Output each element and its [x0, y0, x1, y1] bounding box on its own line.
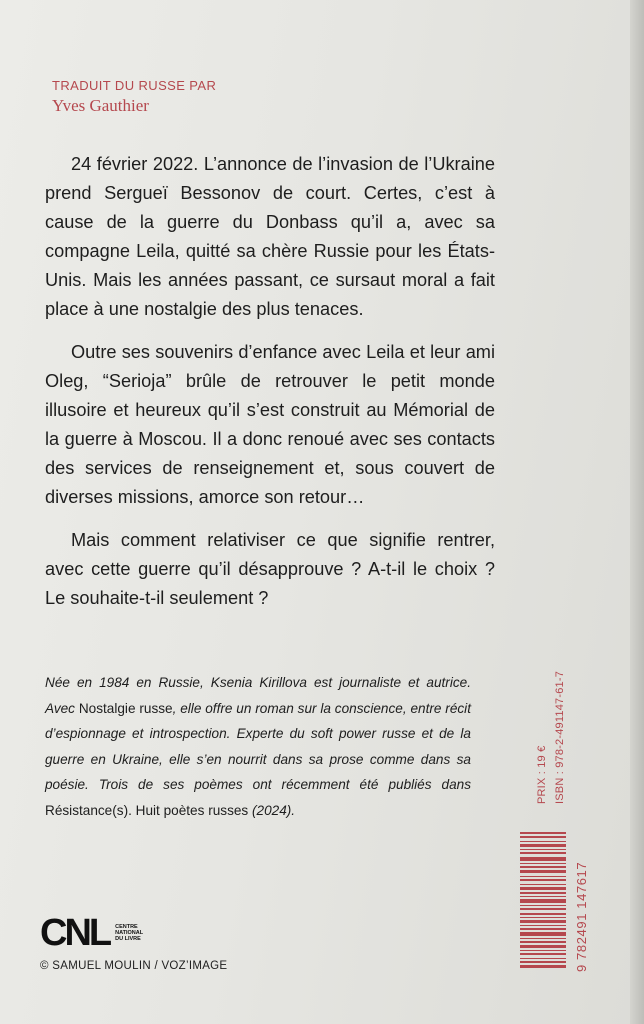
isbn-label: ISBN : 978-2-491147-61-7	[554, 670, 566, 804]
bio-text: (2024).	[248, 802, 296, 818]
summary-paragraph: Outre ses souvenirs d’enfance avec Leila et leur ami Oleg, “Serioja” brûle de retrouver le petit monde illusoire et heureux qu’il s’est construit au Mémorial de la guerre à Moscou. Il a donc renoué avec ses contacts des services de renseignement et, sous couvert de diverses missions, amorce son retour…	[45, 342, 495, 507]
cnl-logo-mark: CNL	[40, 912, 110, 954]
cnl-text-line: CENTRE	[115, 924, 138, 930]
photo-credit: © SAMUEL MOULIN / VOZ’IMAGE	[40, 960, 228, 972]
summary-paragraph: 24 février 2022. L’annonce de l’invasion de l’Ukraine prend Sergueï Bessonov de court. Certes, c’est à cause de la guerre du Donbass qu’il a, avec sa compagne Leila, quitté sa chère Russie pour les États-Unis. Mais les années passant, ce sursaut moral a fait place à une nostalgie des plus tenaces.	[45, 154, 495, 319]
translator-name: Yves Gauthier	[52, 96, 149, 115]
bio-text: Née en 1984 en Russie,	[45, 675, 211, 690]
cnl-logo	[40, 912, 144, 954]
barcode-digits: 9 782491 147617	[574, 861, 589, 972]
bio-text: , elle offre un roman sur la conscience, entre récit d’espionnage et introspection. Experte du soft power russe et de la guerre en Ukraine, elle s’en nourrit dans sa prose comme dans sa poésie. Trois de ses poèmes ont récemment été publiés dans	[45, 700, 471, 793]
cnl-text-line: NATIONAL	[115, 930, 144, 936]
barcode-block	[516, 672, 596, 972]
translator-credit	[52, 78, 216, 116]
book-summary	[45, 150, 495, 627]
author-bio-text	[45, 670, 471, 824]
author-bio	[45, 670, 471, 824]
author-name: Ksenia Kirillova	[210, 675, 307, 690]
book-title: Nostalgie russe	[78, 700, 173, 716]
cnl-logo-text	[115, 924, 143, 942]
cnl-text-line: DU LIVRE	[115, 936, 141, 942]
bio-text: est journaliste et autrice. Avec	[45, 675, 471, 716]
anthology-title: Résistance(s). Huit poètes russes	[45, 802, 249, 818]
price-label: PRIX : 19 €	[536, 745, 548, 804]
translator-label: TRADUIT DU RUSSE PAR	[52, 78, 217, 93]
page-edge	[630, 0, 644, 1024]
summary-paragraph: Mais comment relativiser ce que signifie rentrer, avec cette guerre qu’il désapprouve ? A-t-il le choix ? Le souhaite-t-il seulement ?	[45, 530, 495, 608]
barcode-icon	[520, 832, 566, 968]
